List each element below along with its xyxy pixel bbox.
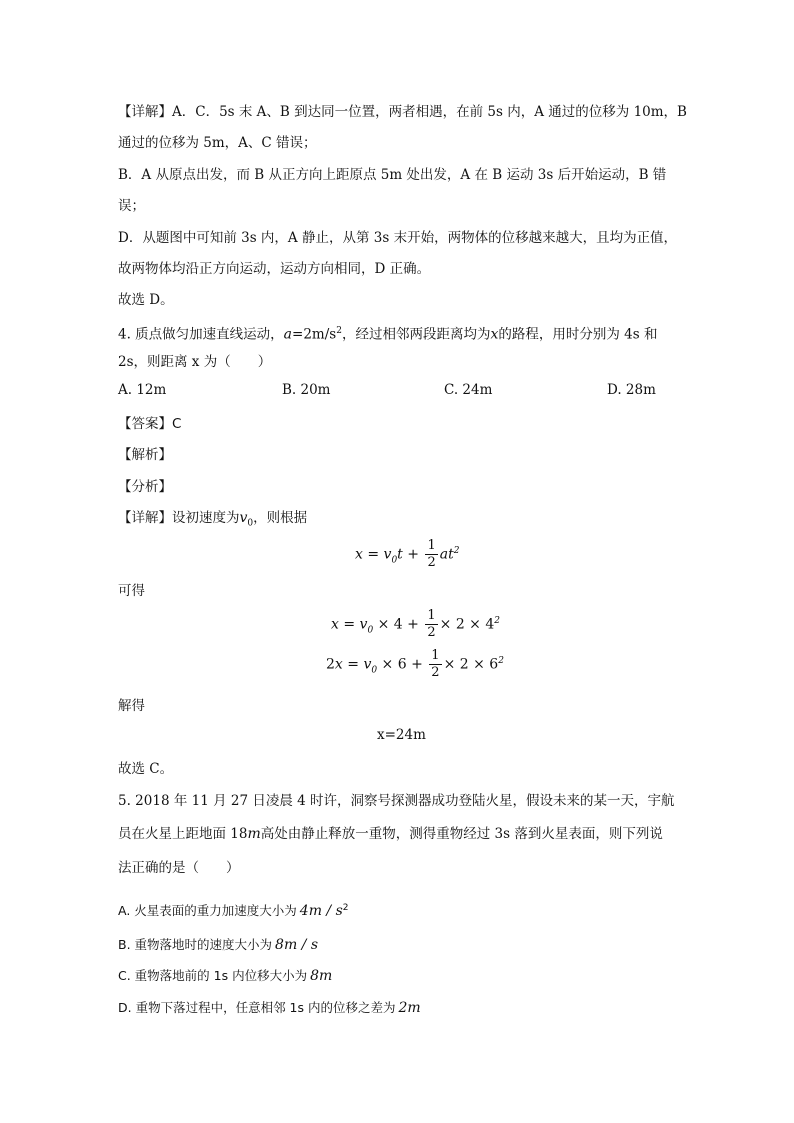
q5-option-d-text: D. 重物下落过程中，任意相邻 1s 内的位移之差为 — [118, 1000, 396, 1015]
q4-stem-a: 4. 质点做匀加速直线运动， — [118, 326, 284, 343]
detail-line-1: 【详解】A．C．5s 末 A、B 到达同一位置，两者相遇，在前 5s 内，A 通过的位移为 10m，B — [118, 104, 687, 120]
q4-stem-a-val: =2m/s — [292, 326, 337, 343]
q5-option-c-text: C. 重物落地前的 1s 内位移大小为 — [118, 968, 308, 983]
q5-option-a: A. 火星表面的重力加速度大小为 $4m / s^2$ — [118, 903, 349, 920]
q4-choose: 故选 C。 — [118, 761, 174, 777]
detail-line-4: 误； — [118, 198, 145, 214]
q4-analysis-heading: 【解析】 — [118, 447, 172, 463]
detail-line-5: D．从题图中可知前 3s 内，A 静止，从第 3s 末开始，两物体的位移越来越大，且均为正值， — [118, 230, 678, 246]
q5-option-c — [118, 966, 332, 986]
q5-option-b — [118, 935, 318, 955]
q5-option-d-value: 2m — [398, 1000, 421, 1016]
detail-line-2: 通过的位移为 5m，A、C 错误； — [118, 135, 317, 151]
q5-stem-2a: 员在火星上距地面 18 — [118, 826, 248, 842]
q4-stem-b: ，经过相邻两段距离均为 — [341, 326, 491, 343]
q5-option-a-value: 4m / s — [299, 903, 343, 920]
detail-line-6: 故两物体均沿正方向运动，运动方向相同，D 正确。 — [118, 261, 431, 277]
q4-can-get: 可得 — [118, 583, 145, 599]
q4-option-b: B. 20m — [282, 382, 331, 398]
q4-formula-2: $x = v_0 \times 4$ + $\frac{1}{2}$ × $2 \times 4^2$ — [331, 608, 501, 640]
q4-result: x=24m — [377, 727, 426, 743]
q4-stem-line-1: 4. 质点做匀加速直线运动，$a=2m/s^2$，经过相邻两段距离均为x的路程，用时分别为 4s 和 — [118, 326, 658, 343]
q4-stem-c: 的路程，用时分别为 4s 和 — [498, 326, 658, 343]
q4-detail-suffix: ，则根据 — [253, 510, 308, 526]
q5-stem-2b: 高处由静止释放一重物，测得重物经过 3s 落到火星表面，则下列说 — [260, 826, 663, 842]
q4-stem-x: x — [490, 326, 499, 343]
q5-option-c-value: 8m — [310, 968, 333, 984]
q4-formula-1: $x = v_0t$ + $\frac{1}{2}$ $at^2$ — [355, 538, 460, 570]
q4-option-a: A. 12m — [118, 382, 167, 398]
q4-answer: 【答案】C — [118, 416, 182, 432]
q4-analysis-sub-heading: 【分析】 — [118, 479, 172, 495]
q5-stem-line-3: 法正确的是（ ） — [118, 860, 240, 876]
detail-line-3: B．A 从原点出发，而 B 从正方向上距原点 5m 处出发，A 在 B 运动 3s 后开始运动，B 错 — [118, 167, 667, 183]
q4-formula-3: $2x = v_0 \times 6$ + $\frac{1}{2}$ × $2 \times 6^2$ — [326, 648, 504, 680]
q5-stem-2m: m — [247, 826, 261, 842]
q5-stem-line-1: 5. 2018 年 11 月 27 日凌晨 4 时许，洞察号探测器成功登陆火星，假设未来的某一天，宇航 — [118, 793, 675, 809]
q4-detail-var: v — [239, 510, 248, 526]
q5-option-a-text: A. 火星表面的重力加速度大小为 — [118, 903, 297, 919]
q4-detail-sub: 0 — [247, 518, 254, 529]
q4-detail-intro — [118, 508, 307, 534]
q4-stem-a-var: a — [283, 326, 293, 343]
q5-option-d — [118, 998, 421, 1018]
q4-options — [118, 382, 678, 402]
q5-option-b-text: B. 重物落地时的速度大小为 — [118, 937, 273, 952]
detail-line-7: 故选 D。 — [118, 292, 174, 308]
q4-option-d: D. 28m — [607, 382, 656, 398]
q4-solve: 解得 — [118, 698, 145, 714]
q5-stem-line-2 — [118, 824, 663, 844]
q4-detail-prefix: 【详解】设初速度为 — [118, 510, 240, 526]
q4-stem-line-2: 2s，则距离 x 为（ ） — [118, 354, 272, 370]
q4-option-c: C. 24m — [444, 382, 493, 398]
q5-option-b-value: 8m / s — [275, 937, 319, 953]
